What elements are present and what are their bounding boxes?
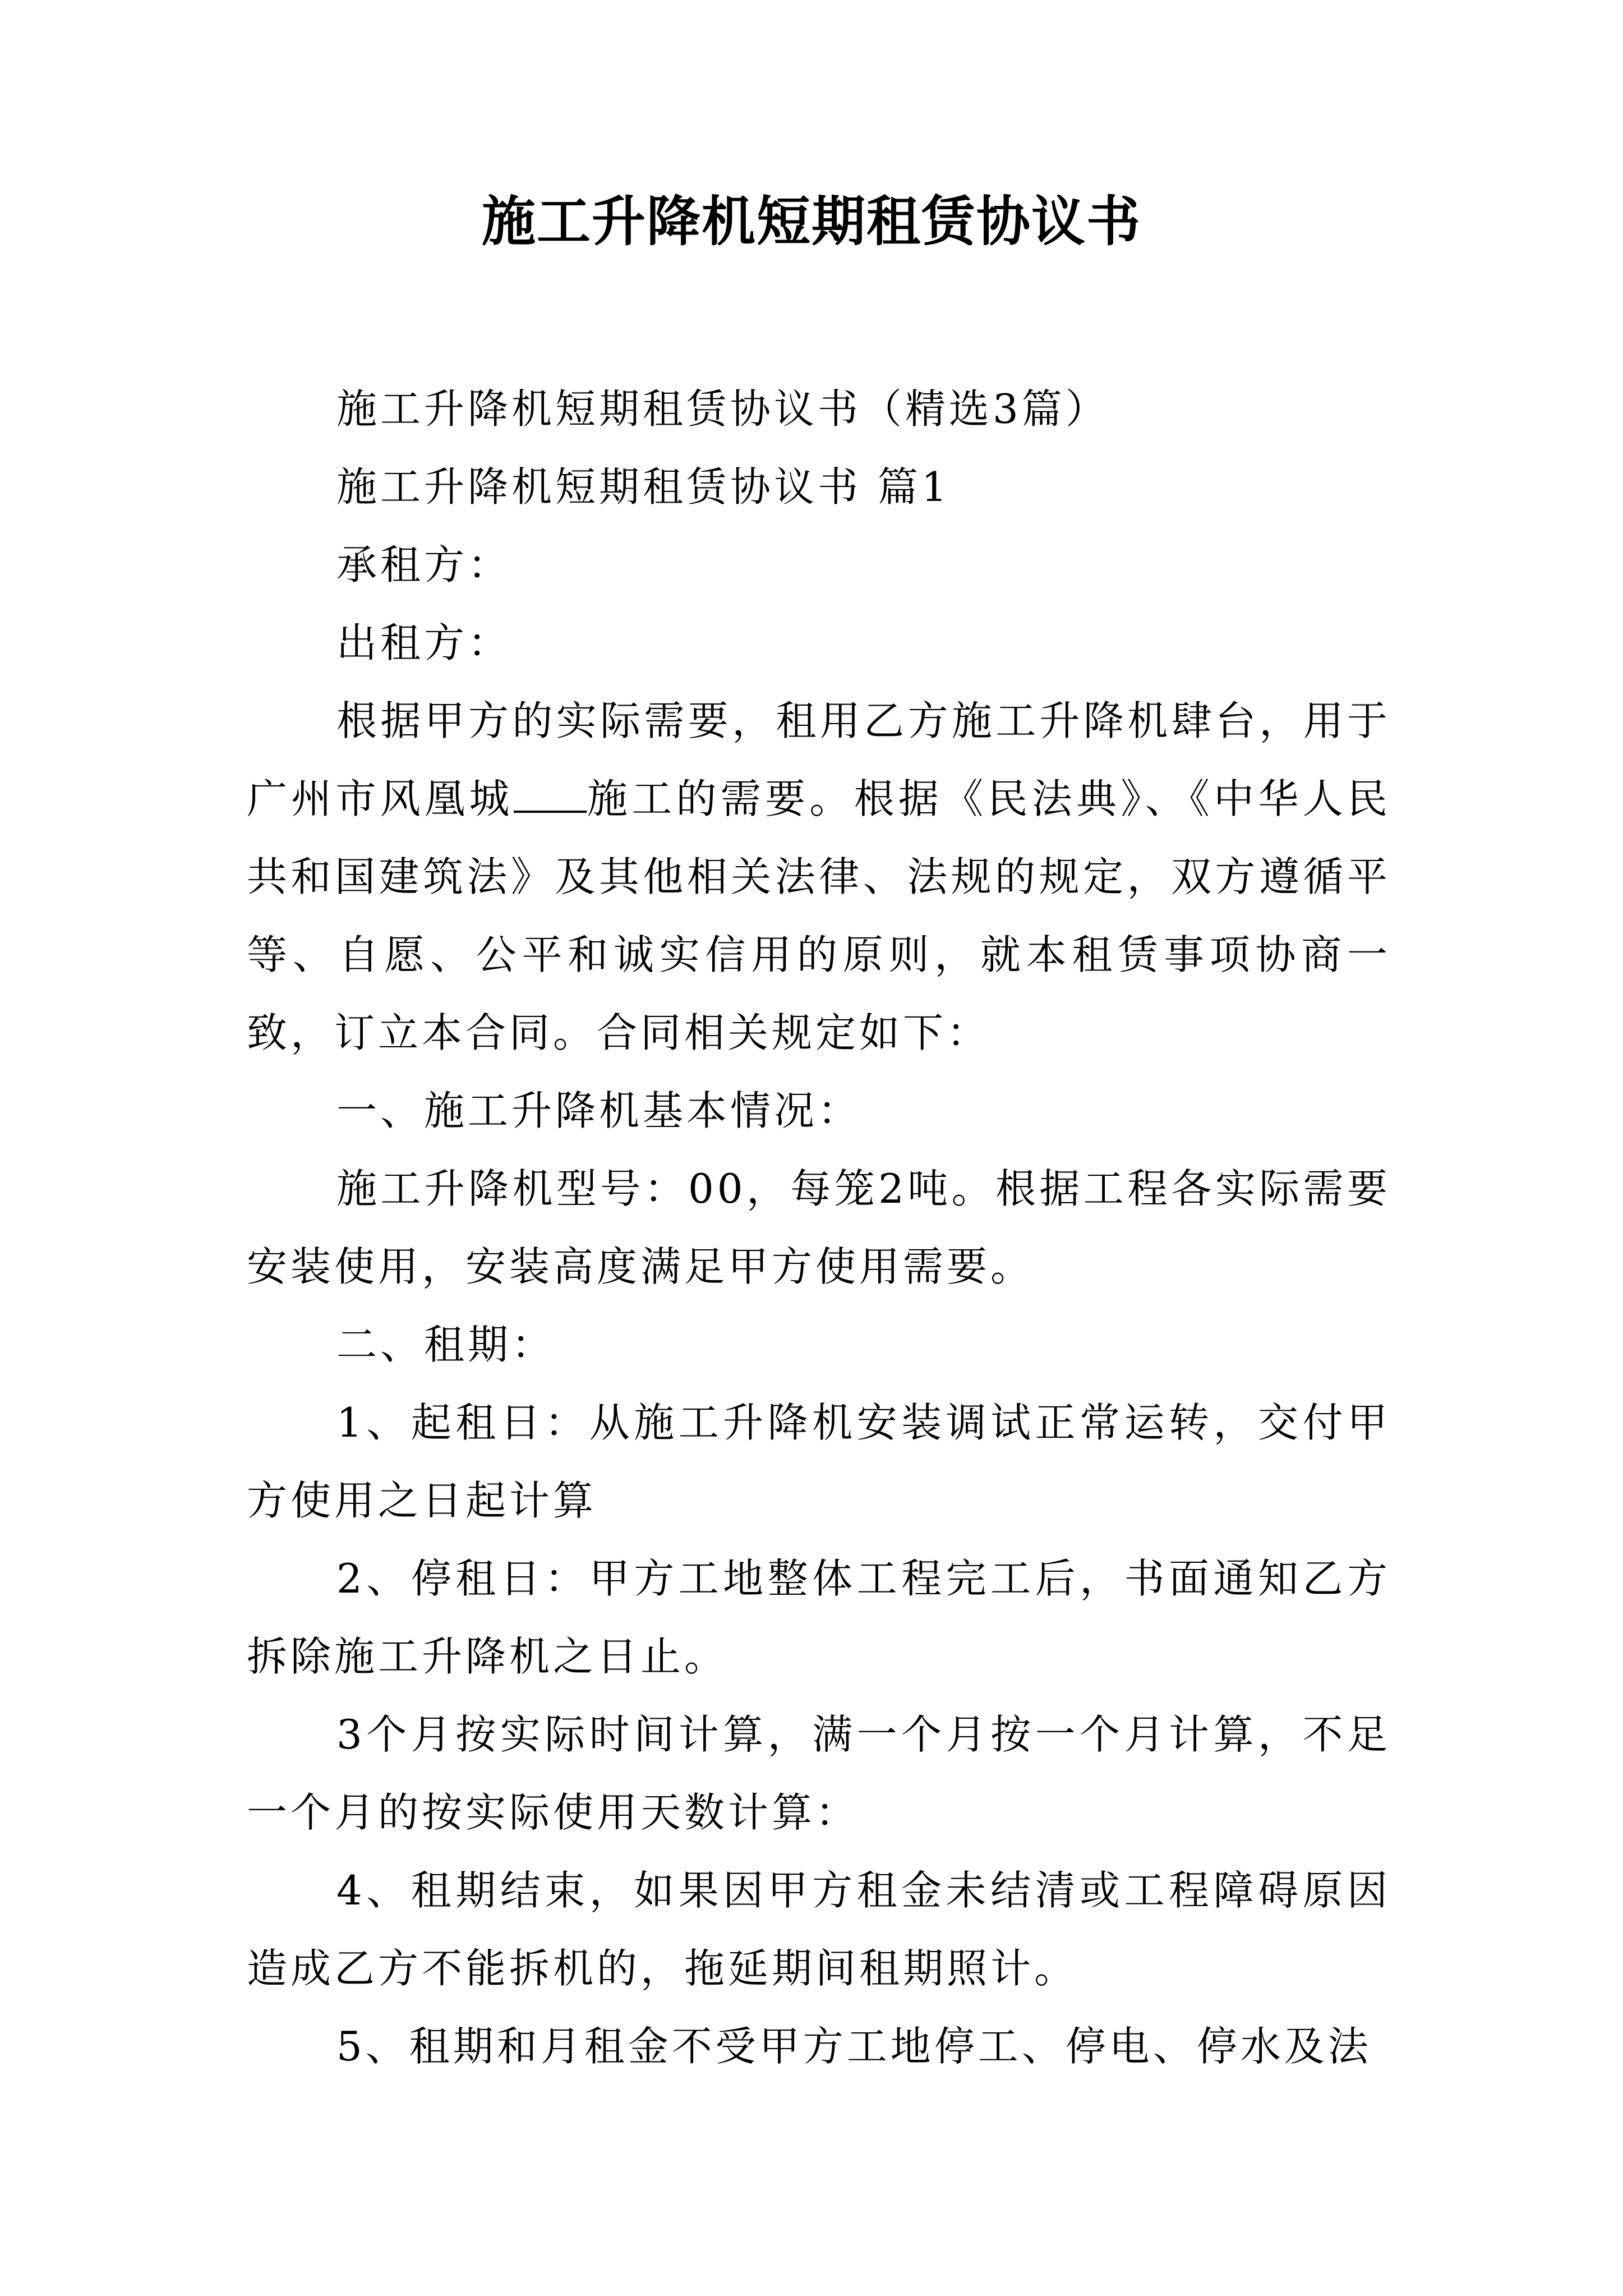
lessor-label: 出租方：: [336, 619, 512, 666]
intro-text-before-blank: 根据甲方的实际需要，租用乙方施工升降机肆台，用于广州市风凰城: [247, 697, 1391, 822]
fill-in-blank: [514, 777, 587, 813]
document-body: [247, 370, 1391, 2086]
list-item-2: 2、停租日：甲方工地整体工程完工后，书面通知乙方拆除施工升降机之日止。: [247, 1555, 1391, 1680]
section1-heading: 一、施工升降机基本情况：: [336, 1087, 862, 1134]
section2-heading: 二、租期：: [336, 1321, 556, 1368]
list-item-1: 1、起租日：从施工升降机安装调试正常运转，交付甲方使用之日起计算: [247, 1399, 1391, 1524]
lessee-label: 承租方：: [336, 541, 512, 588]
document-title: 施工升降机短期租赁协议书: [482, 190, 1141, 253]
part-heading: 施工升降机短期租赁协议书 篇1: [336, 463, 951, 510]
section1-paragraph: 施工升降机型号：00，每笼2吨。根据工程各实际需要安装使用，安装高度满足甲方使用需要。: [247, 1165, 1391, 1290]
subtitle-paragraph: 施工升降机短期租赁协议书（精选3篇）: [336, 385, 1109, 432]
list-item-4: 4、租期结束，如果因甲方租金未结清或工程障碍原因造成乙方不能拆机的，拖延期间租期照计。: [247, 1867, 1391, 1992]
list-item-5: 5、租期和月租金不受甲方工地停工、停电、停水及法: [336, 2023, 1372, 2070]
intro-text-after-blank: 施工的需要。根据《民法典》、《中华人民共和国建筑法》及其他相关法律、法规的规定，双方遵循平等、自愿、公平和诚实信用的原则，就本租赁事项协商一致，订立本合同。合同相关规定如下：: [247, 775, 1391, 1056]
intro-paragraph: [247, 682, 1391, 1072]
list-item-3: 3个月按实际时间计算，满一个月按一个月计算，不足一个月的按实际使用天数计算：: [247, 1711, 1391, 1836]
